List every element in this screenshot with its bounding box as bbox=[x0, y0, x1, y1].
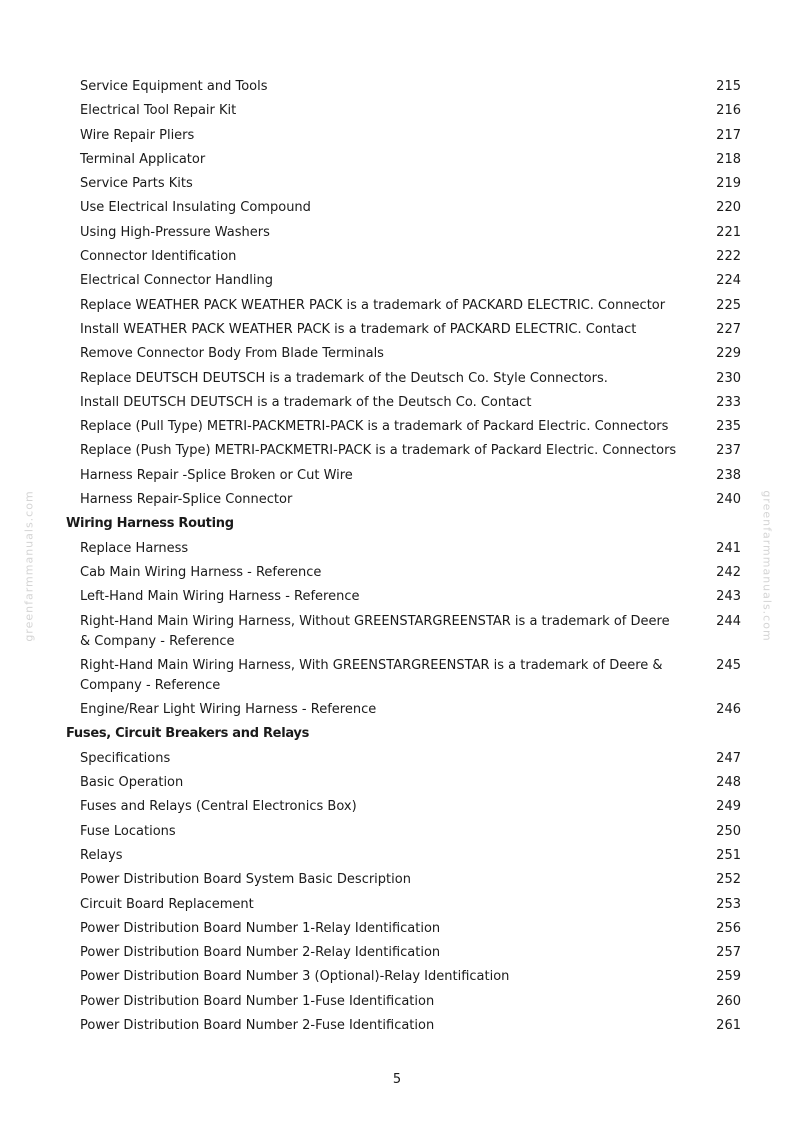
toc-entry-page: 260 bbox=[716, 993, 741, 1009]
toc-entry-page: 229 bbox=[716, 346, 741, 362]
toc-entry[interactable] bbox=[66, 223, 746, 243]
toc-entry-title: Electrical Connector Handling bbox=[80, 273, 274, 289]
toc-entry[interactable] bbox=[66, 296, 746, 316]
toc-entry[interactable] bbox=[66, 77, 746, 97]
toc-section-heading[interactable]: Fuses, Circuit Breakers and Relays bbox=[66, 726, 310, 742]
toc-entry-title: Use Electrical Insulating Compound bbox=[80, 200, 311, 216]
toc-entry-title: Remove Connector Body From Blade Terminals bbox=[80, 346, 384, 362]
toc-entry-page: 248 bbox=[716, 775, 741, 791]
toc-entry-page: 224 bbox=[716, 273, 741, 289]
toc-entry[interactable] bbox=[66, 150, 746, 170]
toc-entry-title: Right-Hand Main Wiring Harness, Without GREENSTARGREENSTAR is a trademark of Deere & Company - Reference bbox=[80, 613, 670, 649]
toc-entry-page: 241 bbox=[716, 540, 741, 556]
toc-entry-page: 240 bbox=[716, 492, 741, 508]
toc-entry-page: 220 bbox=[716, 200, 741, 216]
toc-entry[interactable] bbox=[66, 967, 746, 987]
toc-entry-title: Install DEUTSCH DEUTSCH is a trademark of the Deutsch Co. Contact bbox=[80, 394, 532, 410]
toc-section-heading[interactable]: Wiring Harness Routing bbox=[66, 516, 234, 532]
table-of-contents bbox=[66, 77, 746, 1040]
toc-entry-page: 225 bbox=[716, 297, 741, 313]
toc-entry[interactable] bbox=[66, 943, 746, 963]
toc-entry-page: 252 bbox=[716, 872, 741, 888]
toc-entry-page: 259 bbox=[716, 969, 741, 985]
toc-entry-page: 235 bbox=[716, 419, 741, 435]
toc-entry[interactable] bbox=[66, 344, 746, 364]
toc-entry-title: Replace DEUTSCH DEUTSCH is a trademark of the Deutsch Co. Style Connectors. bbox=[80, 370, 608, 386]
toc-entry-page: 218 bbox=[716, 151, 741, 167]
page-number: 5 bbox=[392, 1072, 402, 1087]
toc-entry-title: Replace WEATHER PACK WEATHER PACK is a trademark of PACKARD ELECTRIC. Connector bbox=[80, 297, 666, 313]
toc-entry-title: Cab Main Wiring Harness - Reference bbox=[80, 564, 322, 580]
toc-entry-title: Left-Hand Main Wiring Harness - Reference bbox=[80, 589, 360, 605]
toc-entry[interactable] bbox=[66, 320, 746, 340]
toc-entry[interactable] bbox=[66, 126, 746, 146]
toc-entry[interactable] bbox=[66, 563, 746, 583]
toc-entry[interactable] bbox=[66, 846, 746, 866]
toc-entry[interactable] bbox=[66, 393, 746, 413]
toc-entry-page: 243 bbox=[716, 589, 741, 605]
toc-entry-title: Fuse Locations bbox=[80, 823, 176, 839]
watermark-left: greenfarmmanuals.com bbox=[22, 490, 36, 642]
toc-entry-title: Harness Repair -Splice Broken or Cut Wire bbox=[80, 467, 353, 483]
toc-entry-page: 237 bbox=[716, 443, 741, 459]
toc-entry[interactable] bbox=[66, 466, 746, 486]
toc-entry-title: Power Distribution Board Number 1-Relay Identification bbox=[80, 920, 441, 936]
toc-entry-page: 245 bbox=[716, 657, 741, 673]
toc-entry-page: 242 bbox=[716, 564, 741, 580]
toc-entry-title: Power Distribution Board System Basic Description bbox=[80, 872, 411, 888]
toc-entry-title: Circuit Board Replacement bbox=[80, 896, 254, 912]
toc-entry[interactable] bbox=[66, 773, 746, 793]
toc-entry-title: Power Distribution Board Number 2-Relay Identification bbox=[80, 945, 441, 961]
toc-entry[interactable] bbox=[66, 797, 746, 817]
toc-entry[interactable] bbox=[66, 587, 746, 607]
toc-entry[interactable] bbox=[66, 992, 746, 1012]
toc-entry-title: Fuses and Relays (Central Electronics Box) bbox=[80, 799, 357, 815]
toc-entry-title: Wire Repair Pliers bbox=[80, 127, 195, 143]
toc-entry-title: Install WEATHER PACK WEATHER PACK is a trademark of PACKARD ELECTRIC. Contact bbox=[80, 321, 637, 337]
toc-entry-page: 217 bbox=[716, 127, 741, 143]
toc-entry-title: Replace (Pull Type) METRI-PACKMETRI-PACK is a trademark of Packard Electric. Connectors bbox=[80, 419, 669, 435]
toc-entry[interactable] bbox=[66, 441, 746, 461]
toc-entry[interactable] bbox=[66, 271, 746, 291]
toc-entry-page: 238 bbox=[716, 467, 741, 483]
toc-entry[interactable] bbox=[66, 490, 746, 510]
toc-entry-page: 216 bbox=[716, 103, 741, 119]
toc-entry-page: 251 bbox=[716, 847, 741, 863]
toc-entry[interactable] bbox=[66, 656, 746, 696]
toc-entry-page: 261 bbox=[716, 1017, 741, 1033]
toc-entry-title: Harness Repair-Splice Connector bbox=[80, 492, 293, 508]
toc-entry-title: Replace (Push Type) METRI-PACKMETRI-PACK is a trademark of Packard Electric. Connectors bbox=[80, 443, 677, 459]
toc-entry-page: 227 bbox=[716, 321, 741, 337]
toc-entry-page: 253 bbox=[716, 896, 741, 912]
toc-entry-title: Power Distribution Board Number 2-Fuse Identification bbox=[80, 1017, 435, 1033]
toc-entry-title: Terminal Applicator bbox=[80, 151, 206, 167]
toc-entry[interactable] bbox=[66, 174, 746, 194]
watermark-right: greenfarmmanuals.com bbox=[760, 490, 774, 642]
toc-entry-page: 244 bbox=[716, 613, 741, 629]
toc-entry[interactable] bbox=[66, 895, 746, 915]
toc-entry-page: 221 bbox=[716, 224, 741, 240]
toc-entry-title: Replace Harness bbox=[80, 540, 189, 556]
toc-entry-title: Power Distribution Board Number 3 (Optional)-Relay Identification bbox=[80, 969, 510, 985]
toc-entry-page: 246 bbox=[716, 702, 741, 718]
toc-entry-page: 250 bbox=[716, 823, 741, 839]
toc-entry-title: Right-Hand Main Wiring Harness, With GREENSTARGREENSTAR is a trademark of Deere & Company - Reference bbox=[80, 657, 663, 693]
toc-entry-page: 247 bbox=[716, 750, 741, 766]
toc-entry[interactable] bbox=[66, 247, 746, 267]
toc-entry-title: Power Distribution Board Number 1-Fuse Identification bbox=[80, 993, 435, 1009]
toc-entry-title: Service Parts Kits bbox=[80, 176, 193, 192]
toc-entry-page: 230 bbox=[716, 370, 741, 386]
toc-entry-page: 256 bbox=[716, 920, 741, 936]
toc-entry[interactable] bbox=[66, 749, 746, 769]
toc-entry-title: Using High-Pressure Washers bbox=[80, 224, 270, 240]
toc-entry-page: 219 bbox=[716, 176, 741, 192]
toc-entry[interactable] bbox=[66, 417, 746, 437]
toc-entry[interactable] bbox=[66, 822, 746, 842]
toc-entry[interactable] bbox=[66, 369, 746, 389]
toc-entry-page: 233 bbox=[716, 394, 741, 410]
toc-entry-title: Connector Identification bbox=[80, 249, 237, 265]
toc-entry[interactable] bbox=[66, 539, 746, 559]
toc-entry[interactable] bbox=[66, 612, 746, 652]
toc-entry[interactable] bbox=[66, 870, 746, 890]
toc-entry[interactable] bbox=[66, 700, 746, 720]
toc-entry[interactable] bbox=[66, 101, 746, 121]
toc-entry-title: Service Equipment and Tools bbox=[80, 79, 268, 94]
toc-entry-title: Relays bbox=[80, 847, 123, 863]
toc-entry[interactable] bbox=[66, 919, 746, 939]
toc-entry-title: Engine/Rear Light Wiring Harness - Reference bbox=[80, 702, 377, 718]
toc-entry-page: 222 bbox=[716, 249, 741, 265]
toc-entry[interactable] bbox=[66, 1016, 746, 1036]
toc-entry-page: 215 bbox=[716, 79, 741, 94]
toc-entry-title: Electrical Tool Repair Kit bbox=[80, 103, 237, 119]
toc-entry-page: 249 bbox=[716, 799, 741, 815]
toc-entry-page: 257 bbox=[716, 945, 741, 961]
toc-entry[interactable] bbox=[66, 198, 746, 218]
toc-entry-title: Specifications bbox=[80, 750, 171, 766]
toc-entry-title: Basic Operation bbox=[80, 775, 184, 791]
